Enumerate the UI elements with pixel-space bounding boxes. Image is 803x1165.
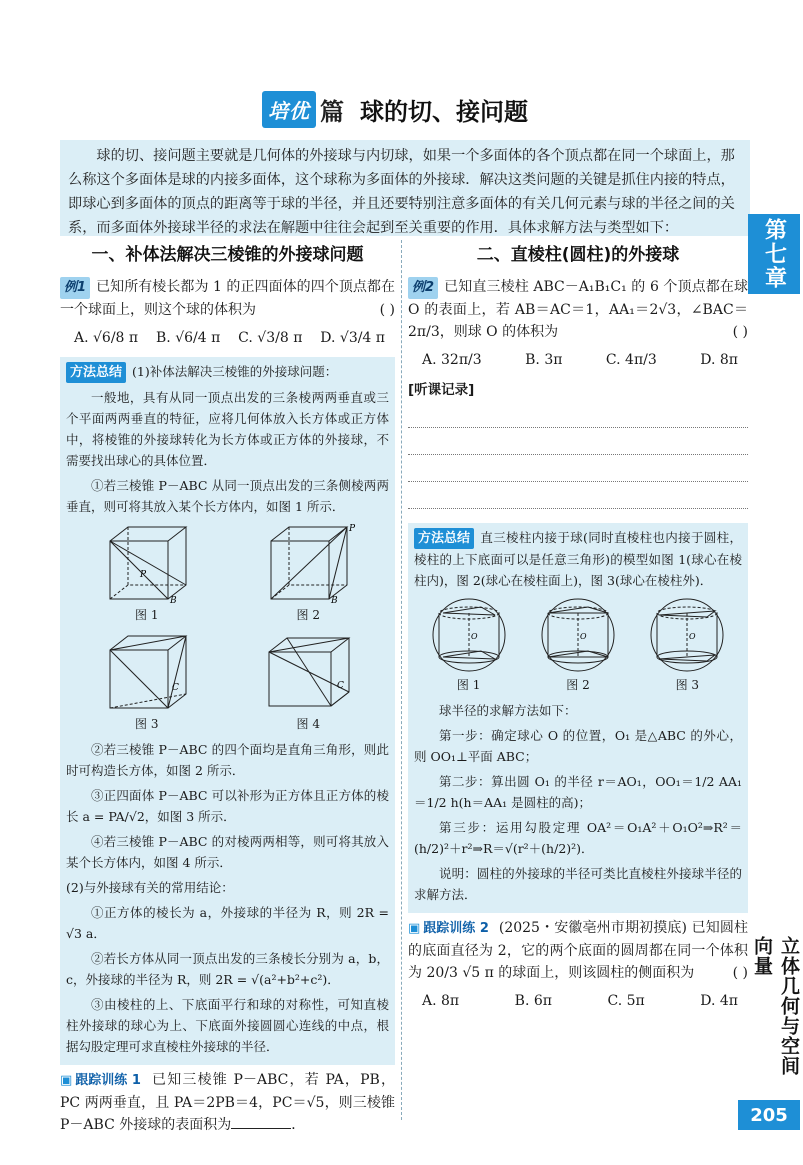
example-2-tag: 例2 (408, 277, 438, 299)
record-line[interactable] (408, 482, 748, 509)
option[interactable]: B. 6π (514, 993, 552, 1009)
figure-caption: 图 3 (675, 678, 700, 692)
box-diagram-icon (263, 630, 353, 714)
track-2-source: (2025・安徽亳州市期初摸底) (498, 920, 687, 936)
figure-caption: 图 2 (566, 678, 590, 692)
example-2-text: 已知直三棱柱 ABC－A₁B₁C₁ 的 6 个顶点都在球 O 的表面上，若 AB＝AC＝1，AA₁＝2√3，∠BAC＝2π/3，则球 O 的体积为 (408, 279, 748, 340)
method-p4: ③正四面体 P－ABC 可以补形为正方体且正方体的棱长 a = PA/√2，如图 3 所示． (66, 788, 389, 824)
track-2-options (408, 990, 748, 1012)
page-number: 205 (738, 1100, 800, 1130)
listening-record (408, 379, 748, 509)
example-1-paren: ( ) (379, 302, 395, 318)
option[interactable]: B. √6/4 π (156, 330, 221, 346)
track-training-2 (408, 917, 748, 984)
method-summary-left (60, 357, 395, 1065)
section-title-left: 一、补体法解决三棱锥的外接球问题 (91, 245, 364, 265)
svg-text:C: C (337, 681, 345, 691)
figure-caption: 图 2 (296, 608, 320, 622)
svg-text:O: O (470, 632, 478, 641)
chapter-tab[interactable]: 第七章 (748, 214, 800, 294)
option[interactable]: C. 4π/3 (605, 352, 657, 368)
example-2-options (408, 349, 748, 371)
method-tag: 方法总结 (414, 528, 474, 549)
option[interactable]: D. 8π (700, 352, 738, 368)
cube-diagram-icon (102, 630, 192, 714)
option[interactable]: C. 5π (607, 993, 645, 1009)
figure-caption: 图 4 (296, 717, 320, 731)
sphere-figure-row (414, 595, 742, 696)
figure-row-1 (66, 521, 389, 626)
steps-head: 球半径的求解方法如下： (439, 703, 577, 718)
section-title-right: 二、直棱柱(圆柱)的外接球 (476, 245, 680, 265)
svg-text:O: O (579, 632, 587, 641)
track-1-text: 已知三棱锥 P－ABC，若 PA，PB，PC 两两垂直，且 PA＝2PB＝4，PC＝√5，则三棱锥 P－ABC 外接球的表面积为 (60, 1072, 395, 1133)
title-pian: 篇 (320, 97, 344, 126)
method-note: 说明：圆柱的外接球的半径可类比直棱柱外接球半径的求解方法． (414, 866, 742, 902)
option[interactable]: D. 4π (700, 993, 738, 1009)
figure-4 (263, 630, 353, 735)
example-1-text: 已知所有棱长都为 1 的正四面体的四个顶点都在一个球面上，则这个球的体积为 (60, 279, 395, 318)
figure-3 (102, 630, 192, 735)
step-3: 第三步：运用勾股定理 OA²＝O₁A²＋O₁O²⇒R²＝(h/2)²＋r²⇒R＝√(r²＋(h/2)²)． (414, 820, 742, 856)
option[interactable]: A. 32π/3 (422, 352, 482, 368)
figure-row-2 (66, 630, 389, 735)
figure-caption: 图 1 (456, 678, 481, 692)
track-2-text: 已知圆柱的底面直径为 2，它的两个底面的圆周都在同一个体积为 20/3 √5 π 的球面上，则该圆柱的侧面积为 (408, 920, 748, 981)
track-1-tag: ▣ 跟踪训练 1 (60, 1070, 145, 1092)
record-label: [听课记录] (408, 382, 475, 398)
example-1-options (60, 327, 395, 349)
figure-caption: 图 1 (135, 608, 159, 622)
example-2 (408, 276, 748, 343)
example-2-paren: ( ) (732, 324, 748, 340)
step-1: 第一步：确定球心 O 的位置，O₁ 是△ABC 的外心，则 OO₁⊥平面 ABC； (414, 728, 742, 764)
title-text: 球的切、接问题 (360, 97, 528, 126)
option[interactable]: B. 3π (525, 352, 563, 368)
method-p3: ②若三棱锥 P－ABC 的四个面均是直角三角形，则此时可构造长方体，如图 2 所示． (66, 742, 389, 778)
svg-text:P: P (139, 570, 146, 580)
sphere-prism-icon (419, 595, 519, 675)
box-diagram-icon (263, 521, 356, 606)
record-line[interactable] (408, 455, 748, 482)
method-p1: 一般地，具有从同一顶点出发的三条棱两两垂直或三个平面两两垂直的特征，应将几何体放入长方体或正方体中，将棱锥的外接球转化为长方体或正方体的外接球，不需要找出球心的具体位置． (66, 390, 389, 468)
sphere-figure-1 (419, 595, 519, 696)
figure-1 (102, 521, 192, 626)
svg-text:C: C (171, 683, 179, 693)
option[interactable]: A. 8π (422, 993, 460, 1009)
method-p9: ③由棱柱的上、下底面平行和球的对称性，可知直棱柱外接球的球心为上、下底面外接圆圆心连线的中点，根据勾股定理可求直棱柱外接球的半径． (66, 997, 389, 1054)
answer-blank[interactable] (231, 1114, 291, 1129)
column-divider (401, 240, 402, 1120)
box-diagram-icon (102, 521, 192, 605)
figure-2 (263, 521, 356, 626)
method-summary-right (408, 523, 748, 913)
option[interactable]: C. √3/8 π (238, 330, 303, 346)
svg-text:B: B (169, 596, 177, 606)
method-p6: (2)与外接球有关的常用结论： (66, 880, 234, 895)
track-training-1 (60, 1069, 395, 1136)
sphere-prism-icon (637, 595, 737, 675)
example-1 (60, 276, 395, 321)
sphere-prism-icon (528, 595, 628, 675)
option[interactable]: A. √6/8 π (74, 330, 139, 346)
method-head: (1)补体法解决三棱锥的外接球问题： (132, 364, 338, 379)
method-p2: ①若三棱锥 P－ABC 从同一顶点出发的三条侧棱两两垂直，则可将其放入某个长方体内，如图 1 所示． (66, 478, 389, 514)
track-2-tag: ▣ 跟踪训练 2 (408, 918, 493, 940)
sphere-figure-3 (637, 595, 737, 696)
track-1-end: ． (291, 1117, 306, 1133)
chapter-vertical-label: 立体几何与空间向量 (751, 936, 800, 1076)
step-2: 第二步：算出圆 O₁ 的半径 r＝AO₁，OO₁＝1/2 AA₁＝1/2 h(h＝AA₁ 是圆柱的高)； (414, 774, 742, 810)
record-line[interactable] (408, 428, 748, 455)
example-1-tag: 例1 (60, 277, 90, 299)
left-column (60, 240, 395, 1140)
title-badge: 培优 (262, 91, 316, 128)
track-2-paren: ( ) (732, 965, 748, 981)
method-p7: ①正方体的棱长为 a，外接球的半径为 R，则 2R = √3 a． (66, 905, 389, 941)
method-text: 直三棱柱内接于球(同时直棱柱也内接于圆柱，棱柱的上下底面可以是任意三角形)的模型如图 1(球心在棱柱内)，图 2(球心在棱柱面上)，图 3(球心在棱柱外)． (414, 530, 742, 588)
intro-paragraph: 球的切、接问题主要就是几何体的外接球与内切球，如果一个多面体的各个顶点都在同一个球面上，那么称这个多面体是球的内接多面体，这个球称为多面体的外接球．解决这类问题的关键是抓住内接的特点，即球心到多面体的顶点的距离等于球的半径，并且还要特别注意多面体的有关几何元素与球的半径之间的关系，而多面体外接球半径的求法在解题中往往会起到至关重要的作用．具体求解方法与类型如下： (60, 140, 750, 236)
sphere-figure-2 (528, 595, 628, 696)
method-p5: ④若三棱锥 P－ABC 的对棱两两相等，则可将其放入某个长方体内，如图 4 所示． (66, 834, 389, 870)
method-p8: ②若长方体从同一顶点出发的三条棱长分别为 a，b，c，外接球的半径为 R，则 2R = √(a²+b²+c²)． (66, 951, 389, 987)
figure-caption: 图 3 (135, 717, 159, 731)
page-title (262, 88, 528, 130)
svg-text:P: P (349, 524, 356, 534)
right-column (408, 240, 748, 1020)
svg-text:B: B (331, 596, 338, 606)
record-line[interactable] (408, 401, 748, 428)
option[interactable]: D. √3/4 π (320, 330, 385, 346)
svg-text:O: O (689, 632, 696, 641)
method-tag: 方法总结 (66, 362, 126, 383)
